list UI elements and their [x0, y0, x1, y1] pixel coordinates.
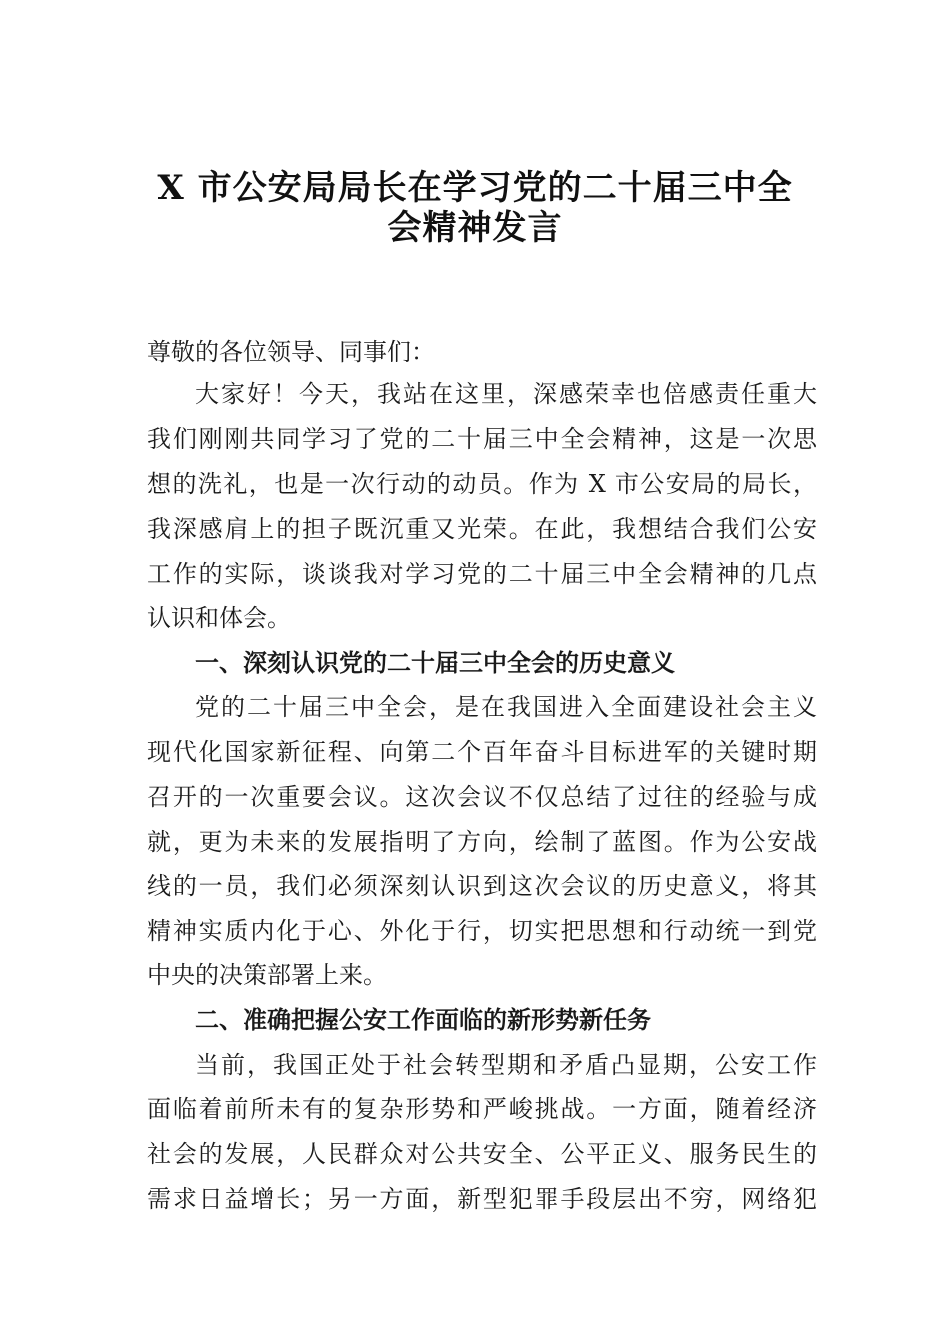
- paragraph-3-line-2: 面临着前所未有的复杂形势和严峻挑战。一方面，随着经济: [147, 1095, 817, 1123]
- document-title-line-2: 会精神发言: [387, 208, 563, 248]
- paragraph-2-line-3: 召开的一次重要会议。这次会议不仅总结了过往的经验与成: [147, 783, 817, 811]
- paragraph-2-line-5: 线的一员，我们必须深刻认识到这次会议的历史意义，将其: [147, 872, 817, 900]
- salutation: 尊敬的各位领导、同事们：: [147, 338, 435, 366]
- paragraph-2-line-2: 现代化国家新征程、向第二个百年奋斗目标进军的关键时期: [147, 738, 817, 766]
- paragraph-1-line-3: 想的洗礼，也是一次行动的动员。作为 X 市公安局的局长，: [147, 470, 817, 498]
- paragraph-1-line-6: 认识和体会。: [147, 604, 291, 632]
- paragraph-2-line-4: 就，更为未来的发展指明了方向，绘制了蓝图。作为公安战: [147, 828, 817, 856]
- paragraph-3-line-1: 当前，我国正处于社会转型期和矛盾凸显期，公安工作: [195, 1051, 817, 1079]
- paragraph-1-line-2: 我们刚刚共同学习了党的二十届三中全会精神，这是一次思: [147, 425, 817, 453]
- paragraph-3-line-3: 社会的发展，人民群众对公共安全、公平正义、服务民生的: [147, 1140, 817, 1168]
- section-heading-2: 二、准确把握公安工作面临的新形势新任务: [195, 1006, 651, 1034]
- paragraph-2-line-6: 精神实质内化于心、外化于行，切实把思想和行动统一到党: [147, 917, 817, 945]
- paragraph-3-line-4: 需求日益增长；另一方面，新型犯罪手段层出不穷，网络犯: [147, 1185, 817, 1213]
- paragraph-1-line-4: 我深感肩上的担子既沉重又光荣。在此，我想结合我们公安: [147, 515, 817, 543]
- document-title-line-1: X 市公安局局长在学习党的二十届三中全: [157, 168, 793, 208]
- section-heading-1: 一、深刻认识党的二十届三中全会的历史意义: [195, 649, 675, 677]
- paragraph-1-line-5: 工作的实际，谈谈我对学习党的二十届三中全会精神的几点: [147, 560, 817, 588]
- paragraph-2-line-7: 中央的决策部署上来。: [147, 961, 387, 989]
- paragraph-1-line-1: 大家好！今天，我站在这里，深感荣幸也倍感责任重大: [195, 380, 817, 408]
- paragraph-2-line-1: 党的二十届三中全会，是在我国进入全面建设社会主义: [195, 693, 817, 721]
